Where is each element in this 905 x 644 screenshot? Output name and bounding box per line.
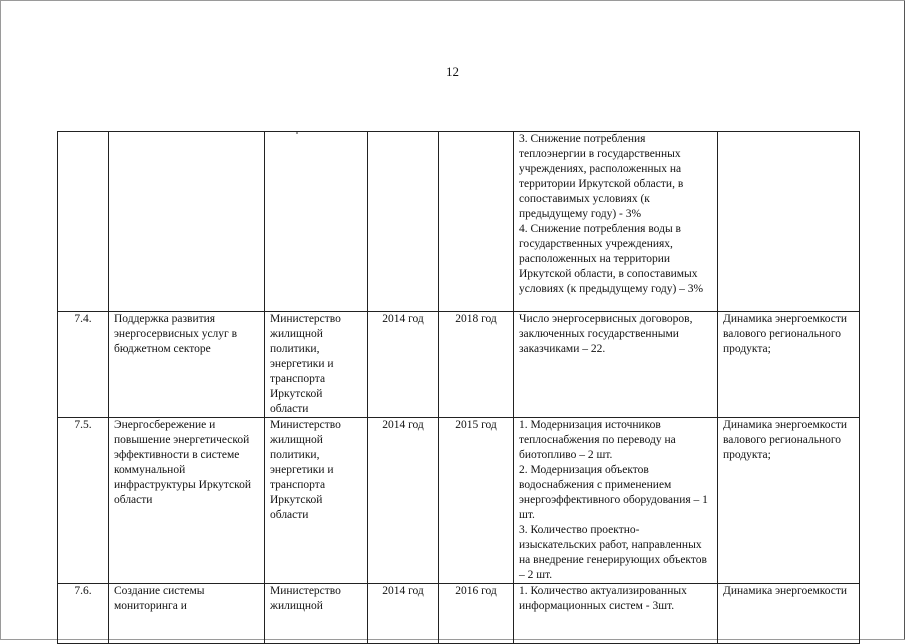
- start-year-cell: [368, 132, 439, 312]
- target-indicator-cell: Динамика энергоемкости валового регионального продукта;: [718, 312, 860, 418]
- table-row: [58, 584, 860, 644]
- measures-table: [57, 131, 860, 644]
- result-indicator-cell: 3. Снижение потребления теплоэнергии в государственных учреждениях, расположенных на территории Иркутской области, в сопоставимых условиях (к предыдущему году) - 3% 4. Снижение потребления воды в государственных учреждениях, расположенных на территории Иркутской области, в сопоставимых условиях (к предыдущему году) – 3%: [514, 132, 718, 312]
- scan-speck: [296, 132, 298, 134]
- end-year-cell: 2015 год: [439, 418, 514, 584]
- result-indicator-cell: 1. Модернизация источников теплоснабжения по переводу на биотопливо – 2 шт. 2. Модернизация объектов водоснабжения с применением энергоэффективного оборудования – 1 шт. 3. Количество проектно-изыскательских работ, направленных на внедрение генерирующих объектов – 2 шт.: [514, 418, 718, 584]
- executor-cell: Министерство жилищной политики, энергетики и транспорта Иркутской области: [265, 418, 368, 584]
- end-year-cell: 2018 год: [439, 312, 514, 418]
- measure-name-cell: Поддержка развития энергосервисных услуг в бюджетном секторе: [109, 312, 265, 418]
- start-year-cell: 2014 год: [368, 584, 439, 644]
- row-number-cell: 7.4.: [58, 312, 109, 418]
- row-number-cell: [58, 132, 109, 312]
- executor-cell: [265, 132, 368, 312]
- row-number-cell: 7.5.: [58, 418, 109, 584]
- executor-cell: Министерство жилищной: [265, 584, 368, 644]
- measure-name-cell: Энергосбережение и повышение энергетической эффективности в системе коммунальной инфраструктуры Иркутской области: [109, 418, 265, 584]
- start-year-cell: 2014 год: [368, 312, 439, 418]
- table-row: [58, 418, 860, 584]
- start-year-cell: 2014 год: [368, 418, 439, 584]
- page-number: 12: [446, 64, 459, 79]
- table-row: [58, 132, 860, 312]
- target-indicator-cell: [718, 132, 860, 312]
- end-year-cell: 2016 год: [439, 584, 514, 644]
- result-indicator-cell: 1. Количество актуализированных информационных систем - 3шт.: [514, 584, 718, 644]
- end-year-cell: [439, 132, 514, 312]
- row-number-cell: 7.6.: [58, 584, 109, 644]
- target-indicator-cell: Динамика энергоемкости валового регионального продукта;: [718, 418, 860, 584]
- measure-name-cell: Создание системы мониторинга и: [109, 584, 265, 644]
- target-indicator-cell: Динамика энергоемкости: [718, 584, 860, 644]
- table-row: [58, 312, 860, 418]
- result-indicator-cell: Число энергосервисных договоров, заключенных государственными заказчиками – 22.: [514, 312, 718, 418]
- measure-name-cell: [109, 132, 265, 312]
- executor-cell: Министерство жилищной политики, энергетики и транспорта Иркутской области: [265, 312, 368, 418]
